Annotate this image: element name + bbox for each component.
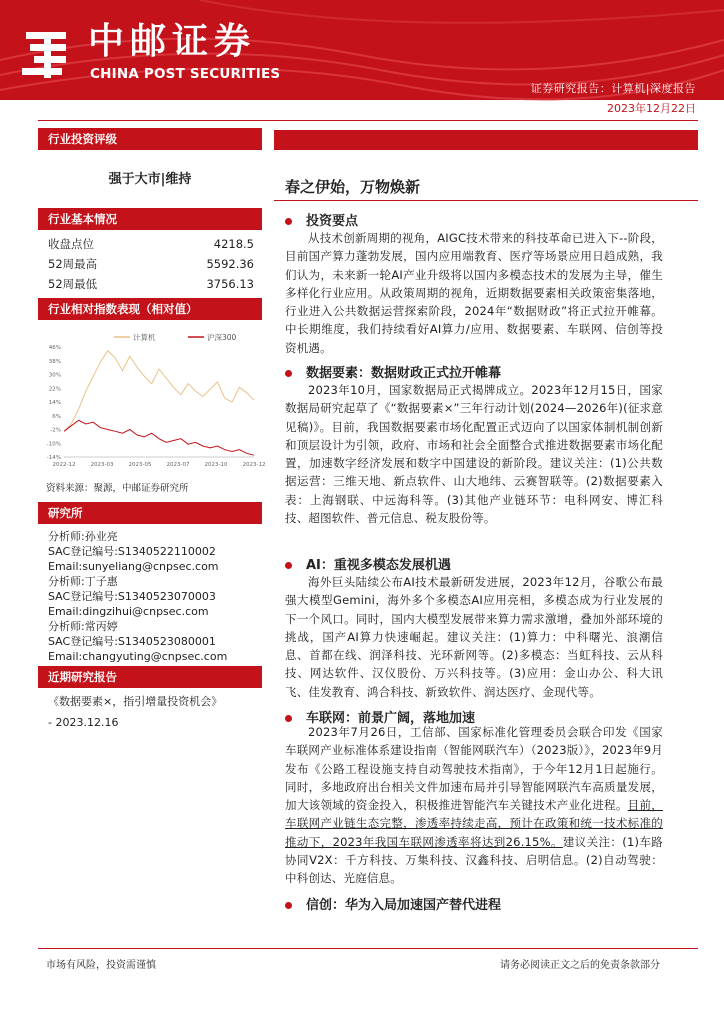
analyst-line: SAC登记编号:S1340523080001 — [48, 635, 216, 648]
bullet-icon — [285, 370, 292, 377]
section-body: 海外巨头陆续公布AI技术最新研发进展，2023年12月，谷歌公布最强大模型Gemini，海外多个多模态AI应用亮相，多模态成为行业发展的下一个风口。同时，国内大模型发展带来算力需求激增，叠加外部环境的挑战，国产AI算力快速崛起。建议关注：(1)算力：中科曙光、浪潮信息、首都在线、润泽科技、光环新网等。(2)多模态：当虹科技、云从科技、网达软件、汉仪股份、万兴科技等。(3)应用：金山办公、科大讯飞、佳发教育、鸿合科技、新致软件、润达医疗、金现代等。 — [285, 575, 663, 699]
legend-label-hs300: 沪深300 — [207, 333, 237, 342]
performance-heading: 行业相对指数表现（相对值） — [38, 298, 262, 320]
section-body: 从技术创新周期的视角，AIGC技术带来的科技革命已进入下--阶段，目前国产算力蓬勃发展，国内应用端教育、医疗等场景应用日趋成熟，我们认为，未来新一轮AI产业升级将以国内多模态技术的发展为主导，催生多样化行业应用。从政策周期的视角，近期数据要素相关政策密集落地，行业进入公共数据运营探索阶段，2024年“数据财政”将正式拉开帷幕。中长期维度，我们持续看好AI算力/应用、数据要素、车联网、信创等投资机遇。 — [285, 231, 663, 355]
recent-report-link[interactable]: 《数据要素×，指引增量投资机会》 — [48, 695, 223, 708]
info-row-low — [48, 276, 254, 292]
info-label: 52周最高 — [48, 257, 98, 271]
info-label: 收盘点位 — [48, 237, 94, 251]
footer-divider — [38, 948, 698, 949]
info-label: 52周最低 — [48, 277, 98, 291]
section-heading: 信创：华为入局加速国产替代进程 — [285, 894, 501, 913]
basic-info-heading: 行业基本情况 — [38, 208, 262, 230]
industry-rating: 强于大市|维持 — [108, 172, 192, 187]
report-title: 春之伊始，万物焕新 — [285, 178, 421, 196]
info-value: 3756.13 — [206, 277, 254, 291]
series-line-0 — [64, 351, 254, 432]
series-line-1 — [64, 420, 254, 455]
bullet-icon — [285, 562, 292, 569]
y-tick-label: 6% — [52, 413, 61, 420]
section-heading: 车联网：前景广阔，落地加速 — [285, 707, 475, 726]
brand-name-cn: 中邮证券 — [88, 21, 257, 62]
info-value: 4218.5 — [213, 237, 254, 251]
analyst-email[interactable]: Email:sunyeliang@cnpsec.com — [48, 560, 219, 573]
bullet-icon — [285, 715, 292, 722]
title-accent-bar — [274, 130, 698, 150]
analyst-email[interactable]: Email:dingzihui@cnpsec.com — [48, 605, 209, 618]
analyst-line: SAC登记编号:S1340523070003 — [48, 590, 216, 603]
section-heading: AI：重视多模态发展机遇 — [285, 554, 451, 573]
header-divider — [38, 120, 698, 121]
underlined-forecast: 目前，车联网产业链生态完整，渗透率持续走高，预计在政策和统一技术标准的推动下，2023年我国车联网渗透率将达到26.15%。 — [285, 798, 664, 849]
x-tick-label: 2023-05 — [128, 462, 152, 468]
y-tick-label: 30% — [48, 372, 61, 379]
bullet-icon — [285, 902, 292, 909]
analyst-line: 分析师:孙业亮 — [48, 530, 118, 543]
brand-name-en: CHINA POST SECURITIES — [90, 66, 281, 82]
research-heading: 研究所 — [38, 502, 262, 524]
info-row-close — [48, 236, 254, 252]
x-tick-label: 2023-03 — [90, 462, 114, 468]
report-date: 2023年12月22日 — [607, 102, 696, 115]
y-tick-label: -14% — [46, 455, 61, 461]
analyst-email[interactable]: Email:changyuting@cnpsec.com — [48, 650, 228, 663]
section-body: 2023年7月26日，工信部、国家标准化管理委员会联合印发《国家车联网产业标准体系建设指南（智能网联汽车）（2023版）》，2023年9月发布《公路工程设施支持自动驾驶技术指南》，于今年12月1日起施行。同时，多地政府出台相关文件加速布局并引导智能网联汽车高质量发展，加大该领域的资金投入，积极推进智能汽车关键技术产业化进程。目前，车联网产业链生态完整，渗透率持续走高，预计在政策和统一技术标准的推动下，2023年我国车联网渗透率将达到26.15%。建议关注：(1)车路协同V2X：千方科技、万集科技、汉鑫科技、启明信息。(2)自动驾驶：中科创达、光庭信息。 — [285, 725, 664, 886]
legend-label-computer: 计算机 — [133, 333, 156, 342]
bullet-icon — [285, 218, 292, 225]
info-value: 5592.36 — [206, 257, 254, 271]
recent-reports-heading: 近期研究报告 — [38, 666, 262, 688]
report-type: 证券研究报告：计算机|深度报告 — [530, 82, 696, 95]
x-tick-label: 2023-12 — [242, 462, 266, 468]
title-divider — [274, 200, 698, 201]
rating-heading: 行业投资评级 — [38, 128, 262, 150]
x-tick-label: 2023-07 — [166, 462, 190, 468]
analyst-line: 分析师:常丙婷 — [48, 620, 118, 633]
chart-source: 资料来源：聚源，中邮证券研究所 — [46, 483, 189, 494]
relative-performance-chart — [38, 325, 266, 473]
analyst-line: SAC登记编号:S1340522110002 — [48, 545, 216, 558]
section-body: 2023年10月，国家数据局正式揭牌成立。2023年12月15日，国家数据局研究起草了《“数据要素×”三年行动计划(2024—2026年)(征求意见稿)》。目前，我国数据要素市场化配置正式迈向了以国家体制机制创新和顶层设计为引领，政府、市场和社会全面整合式推进数据要素市场化配置，加速数字经济发展和数字中国建设的新阶段。建议关注：(1)公共数据运营：三维天地、新点软件、山大地纬、云赛智联等。(2)数据要素入表：上海钢联、中远海科等。(3)其他产业链环节：电科网安、博汇科技、超图软件、普元信息、税友股份等。 — [285, 383, 663, 526]
china-post-logo-icon — [20, 26, 76, 82]
y-tick-label: 38% — [48, 358, 61, 365]
section-heading: 投资要点 — [285, 210, 358, 229]
y-tick-label: 46% — [48, 345, 61, 351]
footer-disclaimer: 请务必阅读正文之后的免责条款部分 — [500, 960, 660, 971]
recent-report-date: - 2023.12.16 — [48, 716, 119, 729]
info-row-high — [48, 256, 254, 272]
section-heading: 数据要素：数据财政正式拉开帷幕 — [285, 362, 501, 381]
y-tick-label: -2% — [50, 427, 61, 434]
footer-risk-notice: 市场有风险，投资需谨慎 — [46, 960, 156, 971]
y-tick-label: -10% — [46, 441, 61, 448]
x-tick-label: 2023-10 — [204, 462, 228, 468]
analyst-line: 分析师:丁子惠 — [48, 575, 118, 588]
y-tick-label: 22% — [48, 386, 61, 393]
y-tick-label: 14% — [48, 400, 61, 406]
x-tick-label: 2022-12 — [52, 462, 76, 468]
